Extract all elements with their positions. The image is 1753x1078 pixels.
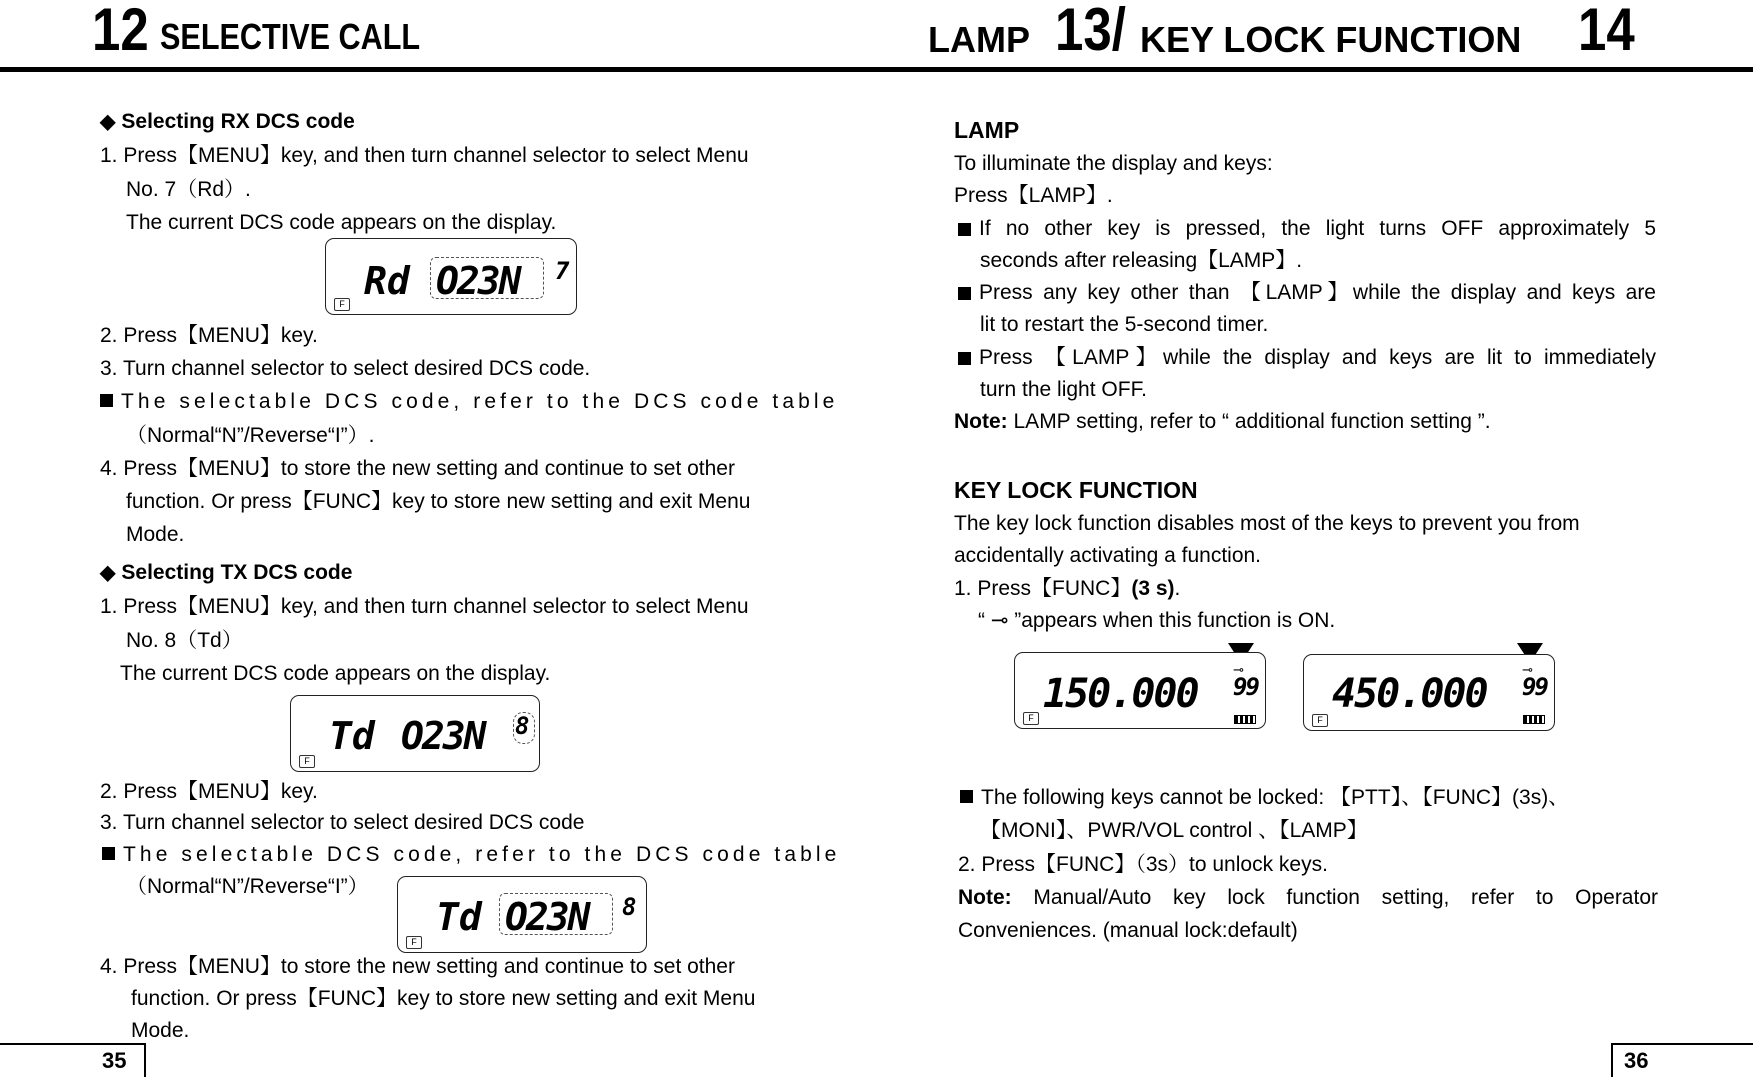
- lcd-tx2-code: O23N: [505, 895, 589, 939]
- keylock-note-b: Conveniences. (manual lock:default): [958, 919, 1298, 942]
- keylock-step-1-text: 1. Press【FUNC】: [954, 577, 1132, 600]
- tx-step-1a: 1. Press【MENU】key, and then turn channel selector to select Menu: [100, 595, 749, 618]
- lamp-bullet-1a-text: If no other key is pressed, the light turns OFF approximately 5: [979, 217, 1656, 240]
- rx-note-b: （Normal“N”/Reverse“I”）.: [126, 424, 375, 447]
- keylock-bullet-a-text: The following keys cannot be locked: 【PTT】、【FUNC】(3s)、: [981, 786, 1570, 809]
- lcd-keylock-a: [1014, 652, 1266, 729]
- lamp-bullet-2a-text: Press any key other than 【LAMP】while the display and keys are: [979, 281, 1656, 304]
- tx-note-text: The selectable DCS code, refer to the DCS code table: [123, 843, 841, 866]
- tx-heading-text: Selecting TX DCS code: [121, 561, 353, 584]
- tx-note-a: [102, 843, 840, 867]
- right-chapter-title: KEY LOCK FUNCTION: [1140, 19, 1522, 60]
- func-indicator: F: [406, 936, 422, 949]
- lcd-a-frequency: 150.000: [1043, 671, 1198, 717]
- battery-icon: [1234, 715, 1256, 724]
- lcd-rx-menu-num: 7: [555, 257, 570, 285]
- rx-step-1b: No. 7（Rd）.: [126, 178, 251, 201]
- key-lock-icon: ⊸: [1233, 662, 1244, 677]
- lcd-tx1-menu-num: 8: [515, 712, 530, 740]
- lcd-tx-2: [397, 876, 647, 953]
- rx-step-4b: function. Or press【FUNC】key to store new setting and exit Menu: [126, 490, 751, 513]
- lamp-line-2: Press【LAMP】.: [954, 184, 1113, 207]
- tx-step-1b: No. 8（Td）: [126, 629, 243, 652]
- lcd-keylock-b: [1303, 654, 1555, 731]
- keylock-indicator-line: “ ⊸ ”appears when this function is ON.: [978, 609, 1336, 632]
- lcd-a-channel: 99: [1233, 673, 1258, 701]
- right-chapter-prefix: LAMP: [928, 19, 1030, 60]
- diamond-icon: ◆: [100, 111, 116, 133]
- left-chapter-title: SELECTIVE CALL: [160, 16, 421, 57]
- lamp-note: [954, 410, 1491, 434]
- keylock-bullet-b: 【MONI】、PWR/VOL control 、【LAMP】: [980, 819, 1368, 842]
- keylock-step-1-period: .: [1174, 577, 1181, 600]
- square-bullet-icon: [958, 287, 971, 300]
- lcd-rx-label: Rd: [364, 259, 410, 303]
- func-indicator: F: [334, 298, 350, 311]
- keylock-bullet-a: [960, 786, 1569, 810]
- rx-step-4a: 4. Press【MENU】to store the new setting and continue to set other: [100, 457, 735, 480]
- note-label: Note:: [958, 886, 1012, 909]
- func-indicator: F: [299, 755, 315, 768]
- lamp-bullet-1b: seconds after releasing【LAMP】.: [980, 249, 1303, 272]
- left-page-number: 35: [102, 1048, 127, 1073]
- left-chapter-number: 12: [92, 0, 149, 63]
- lamp-heading: LAMP: [954, 117, 1020, 143]
- tx-step-4a: 4. Press【MENU】to store the new setting and continue to set other: [100, 955, 735, 978]
- lamp-bullet-2b: lit to restart the 5-second timer.: [980, 313, 1269, 336]
- note-label: Note:: [954, 410, 1008, 433]
- lamp-line-1: To illuminate the display and keys:: [954, 152, 1273, 175]
- lcd-tx2-label: Td: [436, 895, 482, 939]
- tx-note-b: （Normal“N”/Reverse“I”）: [126, 875, 369, 898]
- lamp-bullet-2a: [958, 281, 1656, 305]
- lamp-bullet-3a: [958, 346, 1656, 370]
- keylock-line-1a: The key lock function disables most of the keys to prevent you from: [954, 512, 1580, 535]
- square-bullet-icon: [958, 223, 971, 236]
- rx-heading: [100, 110, 355, 134]
- lcd-tx-1: [290, 695, 540, 772]
- key-lock-icon: ⊸: [1522, 662, 1533, 677]
- keylock-heading: KEY LOCK FUNCTION: [954, 477, 1198, 503]
- rx-heading-text: Selecting RX DCS code: [121, 110, 355, 133]
- lamp-bullet-3b: turn the light OFF.: [980, 378, 1147, 401]
- lamp-note-text: LAMP setting, refer to “ additional function setting ”.: [1007, 410, 1491, 433]
- keylock-note-a: [958, 886, 1658, 910]
- battery-icon: [1523, 715, 1545, 724]
- lcd-tx1-code: O23N: [401, 714, 485, 758]
- rx-step-1c: The current DCS code appears on the display.: [126, 211, 557, 234]
- lcd-tx2-menu-num: 8: [622, 893, 637, 921]
- lcd-b-channel: 99: [1522, 673, 1547, 701]
- tx-step-2: 2. Press【MENU】key.: [100, 780, 318, 803]
- square-bullet-icon: [102, 847, 115, 860]
- keylock-line-1b: accidentally activating a function.: [954, 544, 1262, 567]
- keylock-step-2: 2. Press【FUNC】（3s）to unlock keys.: [958, 853, 1328, 876]
- rx-step-3: 3. Turn channel selector to select desired DCS code.: [100, 357, 591, 380]
- keylock-note-a-text: Manual/Auto key lock function setting, refer to Operator: [1011, 886, 1658, 909]
- square-bullet-icon: [960, 790, 973, 803]
- keylock-step-1: [954, 577, 1180, 601]
- square-bullet-icon: [958, 352, 971, 365]
- lamp-bullet-3a-text: Press 【LAMP】while the display and keys are lit to immediately: [979, 346, 1656, 369]
- rx-step-4c: Mode.: [126, 523, 185, 546]
- tx-step-1c: The current DCS code appears on the display.: [120, 662, 551, 685]
- lcd-b-frequency: 450.000: [1332, 671, 1487, 717]
- rx-note-text: The selectable DCS code, refer to the DCS code table: [121, 390, 839, 413]
- lamp-bullet-1a: [958, 217, 1656, 241]
- lcd-tx1-label: Td: [329, 714, 375, 758]
- right-page-number: 36: [1624, 1048, 1649, 1073]
- tx-step-3: 3. Turn channel selector to select desired DCS code: [100, 811, 585, 834]
- keylock-step-1-duration: (3 s): [1131, 577, 1175, 600]
- rx-step-2: 2. Press【MENU】key.: [100, 324, 318, 347]
- rx-note-a: [100, 390, 838, 414]
- rx-step-1a: 1. Press【MENU】key, and then turn channel selector to select Menu: [100, 144, 749, 167]
- func-indicator: F: [1023, 712, 1039, 725]
- diamond-icon: ◆: [100, 562, 116, 584]
- square-bullet-icon: [100, 394, 113, 407]
- func-indicator: F: [1312, 714, 1328, 727]
- lcd-rx-code: O23N: [436, 259, 520, 303]
- right-chapter-number: 13/: [1055, 0, 1126, 63]
- right-chapter-number-2: 14: [1578, 0, 1635, 63]
- tx-heading: [100, 561, 352, 585]
- tx-step-4b: function. Or press【FUNC】key to store new setting and exit Menu: [131, 987, 756, 1010]
- tx-step-4c: Mode.: [131, 1019, 190, 1042]
- header-rule: [0, 67, 1753, 72]
- lcd-rx: [325, 238, 577, 315]
